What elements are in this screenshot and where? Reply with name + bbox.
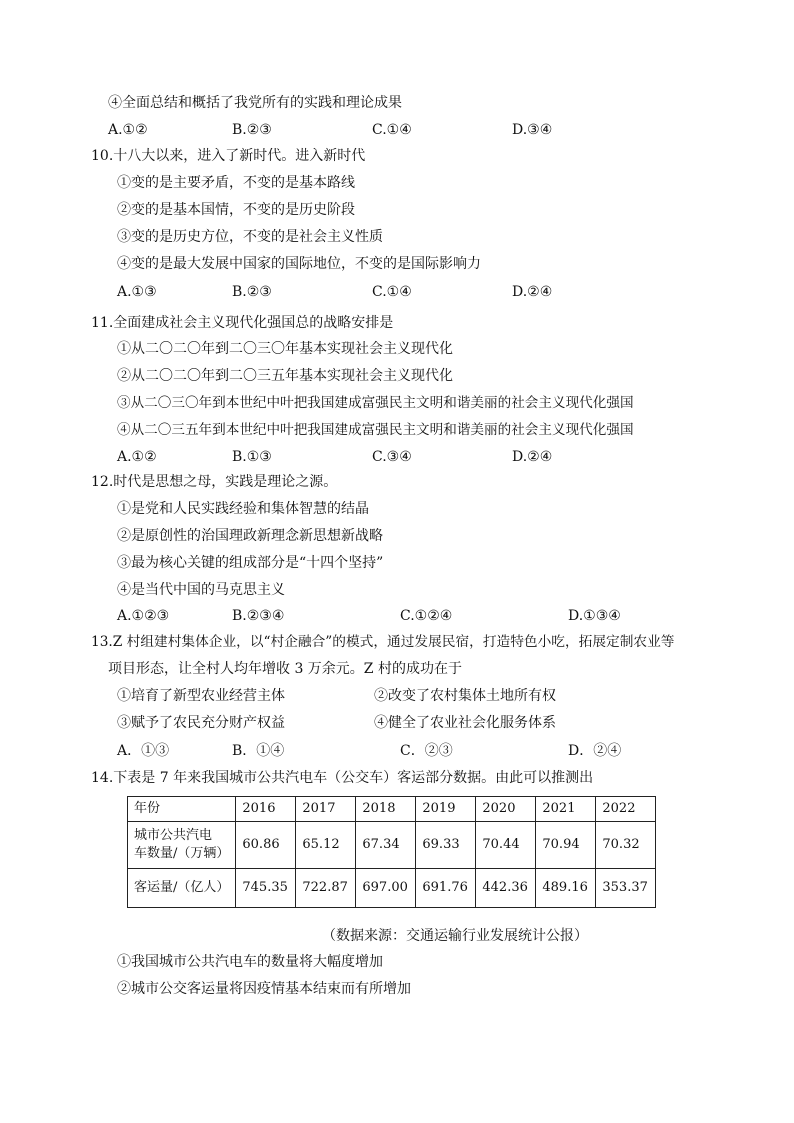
q14-stem: 14.下表是 7 年来我国城市公共汽电车（公交车）客运部分数据。由此可以推测出 xyxy=(91,770,594,786)
q14-item-2: ②城市公交客运量将因疫情基本结束而有所增加 xyxy=(117,981,411,997)
q13-option-b: B．①④ xyxy=(232,743,285,759)
table-cell: 67.34 xyxy=(356,822,416,869)
table-cell: 745.35 xyxy=(236,869,296,908)
q10-stem: 10.十八大以来，进入了新时代。进入新时代 xyxy=(91,148,366,164)
table-row-vehicles xyxy=(128,822,656,869)
q13-option-d: D．②④ xyxy=(568,743,622,759)
q11-option-a: A.①② xyxy=(117,449,157,465)
q10-option-c: C.①④ xyxy=(372,284,412,300)
q13-item-4: ④健全了农业社会化服务体系 xyxy=(374,715,556,731)
table-cell: 691.76 xyxy=(416,869,476,908)
q12-item-2: ②是原创性的治国理政新理念新思想新战略 xyxy=(117,528,383,544)
q12-item-4: ④是当代中国的马克思主义 xyxy=(117,582,285,598)
q10-item-2: ②变的是基本国情，不变的是历史阶段 xyxy=(117,202,355,218)
q10-options xyxy=(117,282,637,302)
vehicles-label-line-1: 城市公共汽电 xyxy=(134,828,213,843)
table-source-note: （数据来源：交通运输行业发展统计公报） xyxy=(322,928,588,944)
table-row-years xyxy=(128,797,656,822)
q10-option-a: A.①③ xyxy=(117,284,157,300)
q13-stem-line-2: 项目形态，让全村人均年增收 3 万余元。Z 村的成功在于 xyxy=(108,661,462,677)
q13-options xyxy=(117,741,677,761)
q9-options xyxy=(108,120,628,140)
q13-option-a: A．①③ xyxy=(117,743,170,759)
q10-option-d: D.②④ xyxy=(512,284,553,300)
table-cell: 489.16 xyxy=(536,869,596,908)
q12-item-1: ①是党和人民实践经验和集体智慧的结晶 xyxy=(117,501,369,517)
table-header-vehicles xyxy=(128,822,236,869)
table-header-passengers: 客运量/（亿人） xyxy=(128,869,236,908)
q11-option-c: C.③④ xyxy=(372,449,412,465)
q13-item-1: ①培育了新型农业经营主体 xyxy=(117,688,285,704)
q11-options xyxy=(117,447,637,467)
table-cell: 70.94 xyxy=(536,822,596,869)
q13-stem-line-1: 13.Z 村组建村集体企业，以“村企融合”的模式，通过发展民宿，打造特色小吃，拓展定制农业等 xyxy=(91,634,675,650)
q10-item-3: ③变的是历史方位，不变的是社会主义性质 xyxy=(117,229,383,245)
q11-option-b: B.①③ xyxy=(232,449,272,465)
q9-option-a: A.①② xyxy=(108,122,148,138)
q12-option-b: B.②③④ xyxy=(232,608,285,624)
q11-item-4: ④从二〇三五年到本世纪中叶把我国建成富强民主文明和谐美丽的社会主义现代化强国 xyxy=(117,422,634,438)
q12-option-d: D.①③④ xyxy=(568,608,621,624)
q12-option-a: A.①②③ xyxy=(117,608,170,624)
table-year-cell: 2018 xyxy=(356,797,416,822)
table-cell: 722.87 xyxy=(296,869,356,908)
q11-stem: 11.全面建成社会主义现代化强国总的战略安排是 xyxy=(91,315,394,331)
q11-item-3: ③从二〇三〇年到本世纪中叶把我国建成富强民主文明和谐美丽的社会主义现代化强国 xyxy=(117,395,634,411)
table-cell: 697.00 xyxy=(356,869,416,908)
q9-option-c: C.①④ xyxy=(372,122,412,138)
table-cell: 70.32 xyxy=(596,822,656,869)
q10-item-1: ①变的是主要矛盾，不变的是基本路线 xyxy=(117,175,355,191)
q12-option-c: C.①②④ xyxy=(400,608,453,624)
table-year-cell: 2020 xyxy=(476,797,536,822)
q11-option-d: D.②④ xyxy=(512,449,553,465)
table-header-year: 年份 xyxy=(128,797,236,822)
q9-option-d: D.③④ xyxy=(512,122,553,138)
q13-item-2: ②改变了农村集体土地所有权 xyxy=(374,688,556,704)
table-year-cell: 2022 xyxy=(596,797,656,822)
table-cell: 60.86 xyxy=(236,822,296,869)
q11-item-1: ①从二〇二〇年到二〇三〇年基本实现社会主义现代化 xyxy=(117,341,453,357)
q11-item-2: ②从二〇二〇年到二〇三五年基本实现社会主义现代化 xyxy=(117,368,453,384)
bus-data-table xyxy=(127,796,656,908)
table-year-cell: 2019 xyxy=(416,797,476,822)
q9-item-4: ④全面总结和概括了我党所有的实践和理论成果 xyxy=(108,95,402,111)
vehicles-label-line-2: 车数量/（万辆） xyxy=(134,846,230,861)
q12-stem: 12.时代是思想之母，实践是理论之源。 xyxy=(91,474,338,490)
q12-options xyxy=(117,606,677,626)
table-cell: 69.33 xyxy=(416,822,476,869)
table-row-passengers xyxy=(128,869,656,908)
q9-option-b: B.②③ xyxy=(232,122,272,138)
q13-option-c: C．②③ xyxy=(400,743,453,759)
table-cell: 70.44 xyxy=(476,822,536,869)
table-year-cell: 2017 xyxy=(296,797,356,822)
q12-item-3: ③最为核心关键的组成部分是“十四个坚持” xyxy=(117,555,384,571)
table-cell: 353.37 xyxy=(596,869,656,908)
q10-item-4: ④变的是最大发展中国家的国际地位，不变的是国际影响力 xyxy=(117,256,481,272)
q14-item-1: ①我国城市公共汽电车的数量将大幅度增加 xyxy=(117,954,383,970)
q10-option-b: B.②③ xyxy=(232,284,272,300)
table-year-cell: 2021 xyxy=(536,797,596,822)
q13-item-3: ③赋予了农民充分财产权益 xyxy=(117,715,285,731)
table-cell: 442.36 xyxy=(476,869,536,908)
table-year-cell: 2016 xyxy=(236,797,296,822)
table-cell: 65.12 xyxy=(296,822,356,869)
